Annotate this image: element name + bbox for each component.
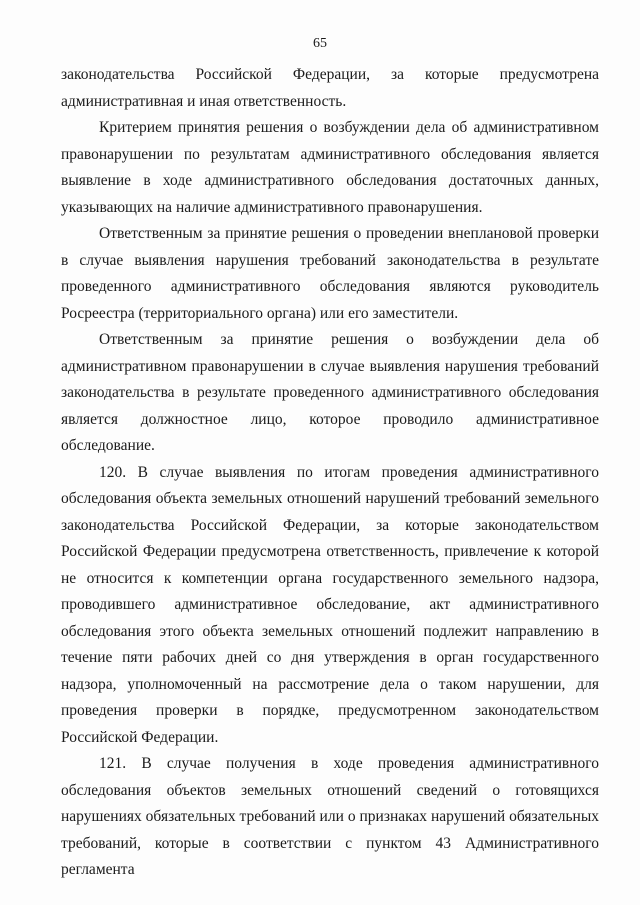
paragraph-continuation: законодательства Российской Федерации, за которые предусмотрена административная и иная ответственность. (61, 66, 599, 110)
document-body (61, 62, 599, 884)
paragraph-item-120: 120. В случае выявления по итогам проведения административного обследования объекта земельных отношений нарушений требований земельного законодательства Российской Федерации, за которые законодательством Российской Федерации предусмотрена ответственность, привлечение к которой не относится к компетенции органа государственного земельного надзора, проводившего административное обследование, акт административного обследования этого объекта земельных отношений подлежит направлению в течение пяти рабочих дней со дня утверждения в орган государственного надзора, уполномоченный на рассмотрение дела о таком нарушении, для проведения проверки в порядке, предусмотренном законодательством Российской Федерации. (61, 463, 599, 746)
paragraph-responsible-official: Ответственным за принятие решения о возбуждении дела об административном правонарушении в случае выявления нарушения требований законодательства в результате проведенного административного обследования является должностное лицо, которое проводило административное обследование. (61, 331, 599, 454)
paragraph-unscheduled-inspection: Ответственным за принятие решения о проведении внеплановой проверки в случае выявления нарушения требований законодательства в результате проведенного административного обследования являются руководитель Росреестра (территориального органа) или его заместители. (61, 225, 599, 322)
paragraph-item-121: 121. В случае получения в ходе проведения административного обследования объектов земельных отношений сведений о готовящихся нарушениях обязательных требований или о признаках нарушений обязательных требований, которые в соответствии с пунктом 43 Административного регламента (61, 755, 599, 878)
page-number: 65 (313, 36, 327, 51)
paragraph-criterion: Критерием принятия решения о возбуждении дела об административном правонарушении по результатам административного обследования является выявление в ходе административного обследования достаточных данных, указывающих на наличие административного правонарушения. (61, 119, 599, 216)
